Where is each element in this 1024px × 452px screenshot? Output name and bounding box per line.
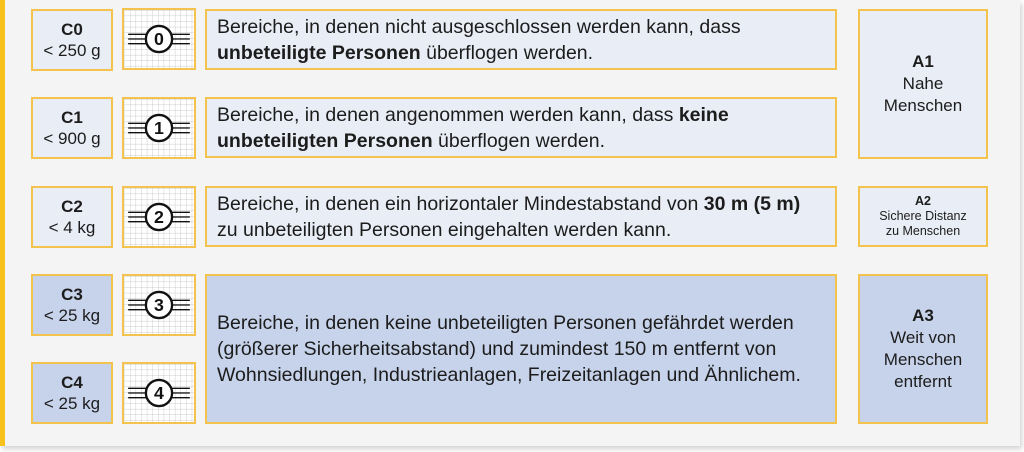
class-weight-limit: < 25 kg xyxy=(43,394,101,413)
description-box-0 xyxy=(205,9,837,70)
area-label-line: Menschen xyxy=(883,350,963,369)
class-c2-box xyxy=(31,186,113,248)
area-label-line: zu Menschen xyxy=(885,224,961,238)
class-badge-label: 0 xyxy=(154,29,164,50)
class-icon-svg xyxy=(124,188,194,246)
class-c3-box xyxy=(31,274,113,336)
class-name: C0 xyxy=(61,20,83,39)
class-2-badge-icon xyxy=(122,186,196,248)
description-text: Bereiche, in denen ein horizontaler Mindestabstand von 30 m (5 m) zu unbeteiligten Personen eingehalten werden kann. xyxy=(217,192,801,241)
area-label-line: entfernt xyxy=(894,372,952,391)
class-4-badge-icon xyxy=(122,362,196,424)
class-name: C4 xyxy=(61,373,83,392)
class-badge-label: 4 xyxy=(154,383,164,404)
description-text: Bereiche, in denen keine unbeteiligten Personen gefährdet werden (größerer Sicherheitsabstand) und zumindest 150 m entfernt von Wohnsiedlungen, Industrieanlagen, Freizeitanlagen und Ähnlichem. xyxy=(217,312,801,386)
class-weight-limit: < 900 g xyxy=(43,129,101,148)
area-code: A3 xyxy=(912,306,934,325)
description-text: Bereiche, in denen angenommen werden kann, dass keine unbeteiligten Personen überflogen werden. xyxy=(217,103,729,152)
class-badge-label: 3 xyxy=(154,295,164,316)
class-3-badge-icon xyxy=(122,274,196,336)
area-a1-box xyxy=(858,9,988,159)
class-name: C3 xyxy=(61,285,83,304)
description-box-2 xyxy=(205,186,837,247)
class-1-badge-icon xyxy=(122,97,196,159)
area-label-line: Weit von xyxy=(890,328,956,347)
class-name: C2 xyxy=(61,197,83,216)
area-label-line: Sichere Distanz xyxy=(879,209,967,223)
class-name: C1 xyxy=(61,108,83,127)
area-a3-box xyxy=(858,274,988,424)
description-text: Bereiche, in denen nicht ausgeschlossen werden kann, dass unbeteiligte Personen überflogen werden. xyxy=(217,15,741,64)
class-badge-label: 2 xyxy=(154,207,164,228)
class-c0-box xyxy=(31,9,113,71)
class-badge-label: 1 xyxy=(154,118,164,139)
class-c4-box xyxy=(31,362,113,424)
area-code: A2 xyxy=(915,194,931,208)
area-label-line: Menschen xyxy=(883,96,963,115)
class-c1-box xyxy=(31,97,113,159)
description-box-3 xyxy=(205,274,837,424)
class-icon-svg xyxy=(124,364,194,422)
class-weight-limit: < 250 g xyxy=(43,41,101,60)
class-icon-svg xyxy=(124,10,194,68)
class-icon-svg xyxy=(124,276,194,334)
area-label-line: Nahe xyxy=(902,74,944,93)
class-weight-limit: < 4 kg xyxy=(48,218,96,237)
class-0-badge-icon xyxy=(122,8,196,70)
class-weight-limit: < 25 kg xyxy=(43,306,101,325)
class-icon-svg xyxy=(124,99,194,157)
area-a2-box xyxy=(858,186,988,247)
area-code: A1 xyxy=(912,52,934,71)
description-box-1 xyxy=(205,97,837,158)
